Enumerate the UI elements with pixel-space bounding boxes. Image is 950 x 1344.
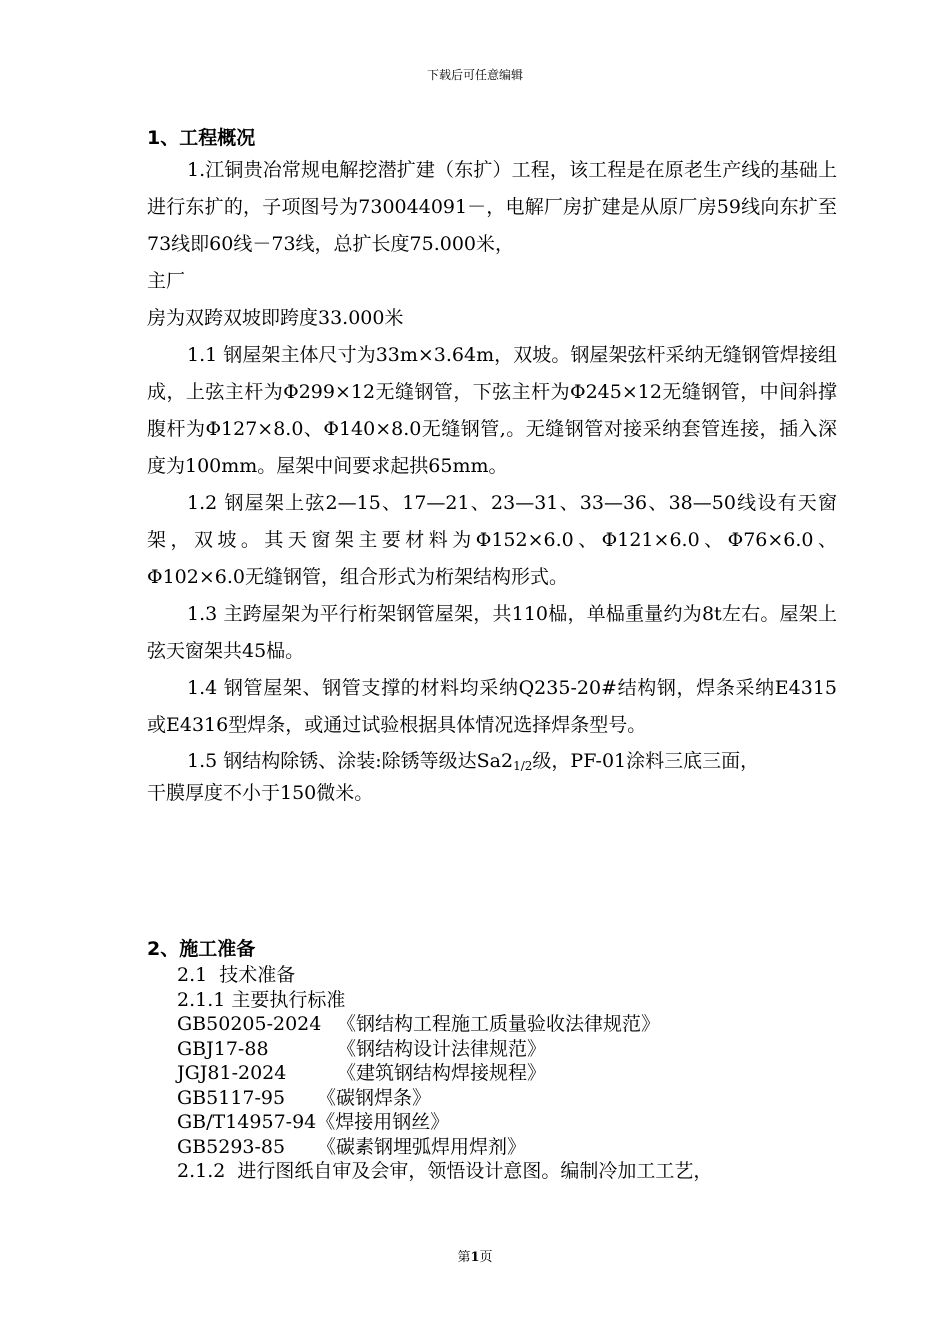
standard-name: 《钢结构设计法律规范》	[337, 1037, 547, 1060]
standard-row	[177, 1110, 837, 1135]
section-gap	[147, 807, 837, 935]
standard-row	[177, 1037, 837, 1062]
paragraph-1-5	[147, 748, 837, 780]
page-footer	[0, 1246, 950, 1265]
standard-code: GB5293-85	[177, 1135, 286, 1158]
paragraph-1-2: 1.2 钢屋架上弦2—15、17—21、23—31、33—36、38—50线设有天窗架，双坡。其天窗架主要材料为Φ152×6.0、Φ121×6.0、Φ76×6.0、Φ102×6.0无缝钢管，组合形式为桁架结构形式。	[147, 492, 837, 588]
standard-row	[177, 1012, 837, 1037]
paragraph-1-5-line-2: 干膜厚度不小于150微米。	[147, 782, 374, 804]
standard-row	[177, 1061, 837, 1086]
page-header: 下载后可任意编辑	[426, 68, 523, 82]
subscript-fraction: 1/2	[513, 759, 533, 773]
standard-row	[177, 1135, 837, 1160]
standard-name: 《建筑钢结构焊接规程》	[337, 1062, 547, 1084]
paragraph-1: 1.江铜贵冶常规电解挖潜扩建（东扩）工程，该工程是在原老生产线的基础上进行东扩的，子项图号为730044091－，电解厂房扩建是从原厂房59线向东扩至73线即60线－73线，总扩长度75.000米，	[147, 159, 837, 255]
paragraph-1-5-text-tail: 级，PF-01涂料三底三面，	[532, 750, 760, 772]
standards-list	[147, 963, 837, 1184]
paragraph-1-3: 1.3 主跨屋架为平行桁架钢管屋架，共110榀，单榀重量约为8t左右。屋架上弦天窗架共45榀。	[147, 603, 837, 662]
item-2-1: 2.1 技术准备	[177, 964, 296, 986]
item-2-1-2: 2.1.2 进行图纸自审及会审，领悟设计意图。编制冷加工工艺，	[177, 1160, 713, 1182]
section-2-title: 2、施工准备	[147, 938, 256, 960]
standard-name: 《钢结构工程施工质量验收法律规范》	[337, 1013, 661, 1035]
standard-code: GBJ17-88	[177, 1037, 269, 1060]
paragraph-1-4: 1.4 钢管屋架、钢管支撑的材料均采纳Q235-20#结构钢，焊条采纳E4315或E4316型焊条，或通过试验根据具体情况选择焊条型号。	[147, 677, 837, 736]
standard-name: 《焊接用钢丝》	[316, 1111, 450, 1133]
standard-code: GB/T14957-94	[177, 1111, 317, 1133]
paragraph-1-fragment: 主厂	[147, 270, 186, 292]
page-number: 1	[470, 1250, 480, 1265]
standard-code: GB50205-2024	[177, 1013, 322, 1035]
item-2-1-1: 2.1.1 主要执行标准	[177, 988, 346, 1011]
standard-name: 《碳钢焊条》	[317, 1086, 432, 1109]
standard-row	[177, 1086, 837, 1111]
paragraph-1-1: 1.1 钢屋架主体尺寸为33m×3.64m，双坡。钢屋架弦杆采纳无缝钢管焊接组成，上弦主杆为Φ299×12无缝钢管，下弦主杆为Φ245×12无缝钢管，中间斜撑腹杆为Φ127×8.0、Φ140×8.0无缝钢管,。无缝钢管对接采纳套管连接，插入深度为100mm。屋架中间要求起拱65mm。	[147, 344, 837, 477]
standard-name: 《碳素钢埋弧焊用焊剂》	[317, 1135, 527, 1158]
page-number-prefix: 第	[457, 1250, 471, 1265]
page-number-suffix: 页	[479, 1250, 493, 1265]
section-1-title: 1、工程概况	[147, 127, 256, 149]
document-body	[147, 124, 837, 1184]
paragraph-1-continued: 房为双跨双坡即跨度33.000米	[147, 307, 404, 329]
standard-code: GB5117-95	[177, 1086, 286, 1109]
standard-code: JGJ81-2024	[177, 1062, 287, 1084]
paragraph-1-5-text: 1.5 钢结构除锈、涂装:除锈等级达Sa2	[187, 750, 514, 772]
